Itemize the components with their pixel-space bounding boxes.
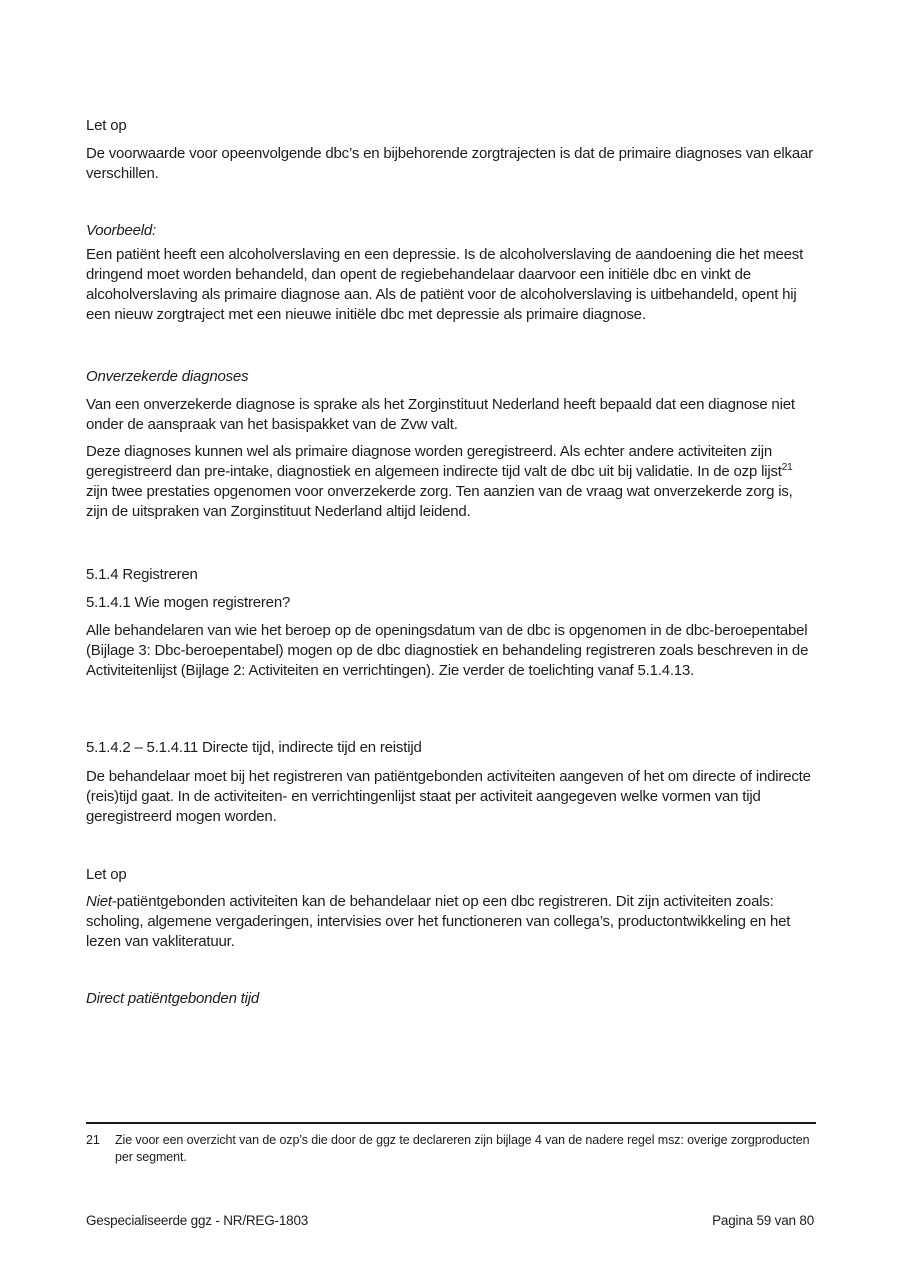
paragraph-text-after-ref: zijn twee prestaties opgenomen voor onverzekerde zorg. Ten aanzien van de vraag wat onverzekerde zorg is, zijn de uitspraken van Zorginstituut Nederland altijd leidend. [86, 483, 793, 520]
example-heading: Voorbeeld: [86, 222, 156, 239]
section-heading-5-1-4-1: 5.1.4.1 Wie mogen registreren? [86, 594, 291, 611]
uninsured-diagnoses-paragraph-1: Van een onverzekerde diagnose is sprake als het Zorginstituut Nederland heeft bepaald dat een diagnose niet onder de aanspraak van het basispakket van de Zvw valt. [86, 396, 795, 433]
section-body-5-1-4-2: De behandelaar moet bij het registreren van patiëntgebonden activiteiten aangeven of het om directe of indirecte (reis)tijd gaat. In de activiteiten- en verrichtingenlijst staat per activiteit aangegeven welke vormen van tijd geregistreerd mogen worden. [86, 768, 811, 825]
example-body: Een patiënt heeft een alcoholverslaving en een depressie. Is de alcoholverslaving de aandoening die het meest dringend moet worden behandeld, dan opent de regiebehandelaar daarvoor een initiële dbc en vinkt de alcoholverslaving als primaire diagnose aan. Als de patiënt voor de alcoholverslaving is uitbehandeld, opent hij een nieuw zorgtraject met een nieuwe initiële dbc met depressie als primaire diagnose. [86, 246, 804, 323]
uninsured-diagnoses-paragraph-2 [86, 442, 816, 522]
note-heading-2: Let op [86, 866, 127, 883]
footnote-ref-21: 21 [781, 462, 793, 473]
section-heading-5-1-4: 5.1.4 Registreren [86, 566, 198, 583]
section-heading-5-1-4-2: 5.1.4.2 – 5.1.4.11 Directe tijd, indirecte tijd en reistijd [86, 739, 422, 756]
note-body-2 [86, 892, 816, 952]
footer-document-title: Gespecialiseerde ggz - NR/REG-1803 [86, 1213, 309, 1228]
section-body-5-1-4-1: Alle behandelaren van wie het beroep op de openingsdatum van de dbc is opgenomen in de dbc-beroepentabel (Bijlage 3: Dbc-beroepentabel) mogen op de dbc diagnostiek en behandeling registreren zoals beschreven in de Activiteitenlijst (Bijlage 2: Activiteiten en verrichtingen). Zie verder de toelichting vanaf 5.1.4.13. [86, 622, 809, 679]
page-content [86, 0, 816, 1273]
page-footer [86, 1212, 814, 1229]
uninsured-diagnoses-heading: Onverzekerde diagnoses [86, 368, 249, 385]
footnote-divider [86, 1122, 816, 1124]
paragraph-text-before-ref: Deze diagnoses kunnen wel als primaire diagnose worden geregistreerd. Als echter andere activiteiten zijn geregistreerd dan pre-intake, diagnostiek en algemeen indirecte tijd valt de dbc uit bij validatie. In de ozp lijst [86, 443, 782, 480]
footer-page-number: Pagina 59 van 80 [712, 1213, 814, 1228]
direct-time-heading: Direct patiëntgebonden tijd [86, 990, 260, 1007]
note-heading-1: Let op [86, 117, 127, 134]
footnote-21 [86, 1132, 816, 1166]
footnote-text: Zie voor een overzicht van de ozp’s die door de ggz te declareren zijn bijlage 4 van de nadere regel msz: overige zorgproducten per segment. [115, 1133, 810, 1164]
footnote-number: 21 [86, 1133, 100, 1147]
note-body-1: De voorwaarde voor opeenvolgende dbc’s en bijbehorende zorgtrajecten is dat de primaire diagnoses van elkaar verschillen. [86, 145, 813, 182]
note-body-2-italic-word: Niet [86, 893, 112, 910]
note-body-2-rest: -patiëntgebonden activiteiten kan de behandelaar niet op een dbc registreren. Dit zijn activiteiten zoals: scholing, algemene vergaderingen, intervisies over het functioneren van collega’s, productontwikkeling en het lezen van vakliteratuur. [86, 893, 791, 950]
